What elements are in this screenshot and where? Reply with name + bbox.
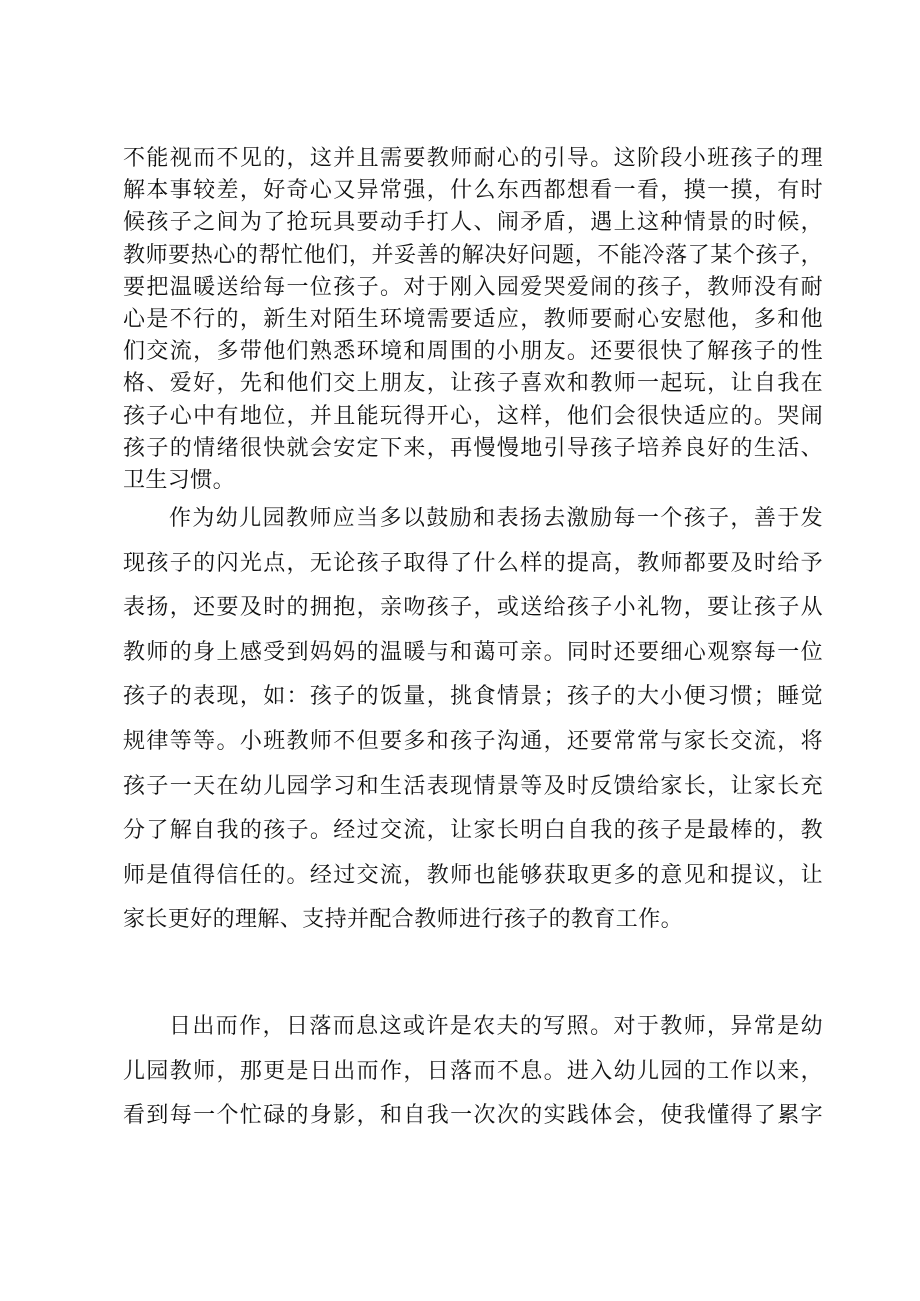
text-line: 分了解自我的孩子。经过交流，让家长明白自我的孩子是最棒的，教 — [123, 818, 823, 844]
text-line: 规律等等。小班教师不但要多和孩子沟通，还要常常与家长交流，将 — [123, 728, 823, 754]
text-line: 家长更好的理解、支持并配合教师进行孩子的教育工作。 — [123, 907, 684, 933]
text-line: 格、爱好，先和他们交上朋友，让孩子喜欢和教师一起玩，让自我在 — [123, 371, 823, 397]
text-line: 现孩子的闪光点，无论孩子取得了什么样的提高，教师都要及时给予 — [123, 550, 823, 576]
text-line: 孩子的表现，如：孩子的饭量，挑食情景；孩子的大小便习惯；睡觉 — [123, 684, 823, 710]
text-line: 孩子的情绪很快就会安定下来，再慢慢地引导孩子培养良好的生活、 — [123, 435, 823, 461]
text-line: 作为幼儿园教师应当多以鼓励和表扬去激励每一个孩子，善于发 — [169, 506, 823, 531]
text-line: 看到每一个忙碌的身影，和自我一次次的实践体会，使我懂得了累字 — [123, 1103, 823, 1129]
text-line: 日出而作，日落而息这或许是农夫的写照。对于教师，异常是幼 — [169, 1014, 823, 1039]
text-line: 候孩子之间为了抢玩具要动手打人、闹矛盾，遇上这种情景的时候， — [123, 210, 823, 236]
text-line: 儿园教师，那更是日出而作，日落而不息。进入幼儿园的工作以来， — [123, 1058, 823, 1084]
text-line: 卫生习惯。 — [123, 467, 236, 493]
text-line: 教师要热心的帮忙他们，并妥善的解决好问题，不能冷落了某个孩子， — [123, 242, 823, 268]
text-line: 孩子心中有地位，并且能玩得开心，这样，他们会很快适应的。哭闹 — [123, 403, 823, 429]
text-line: 要把温暖送给每一位孩子。对于刚入园爱哭爱闹的孩子，教师没有耐 — [123, 274, 823, 300]
text-line: 教师的身上感受到妈妈的温暖与和蔼可亲。同时还要细心观察每一位 — [123, 639, 823, 665]
text-line: 师是值得信任的。经过交流，教师也能够获取更多的意见和提议，让 — [123, 862, 823, 888]
text-line: 解本事较差，好奇心又异常强，什么东西都想看一看，摸一摸，有时 — [123, 178, 823, 204]
paragraph-3 — [123, 1005, 823, 1139]
text-line: 孩子一天在幼儿园学习和生活表现情景等及时反馈给家长，让家长充 — [123, 773, 823, 799]
text-line: 不能视而不见的，这并且需要教师耐心的引导。这阶段小班孩子的理 — [123, 146, 823, 171]
paragraph-2 — [123, 497, 823, 943]
paragraph-1 — [123, 143, 823, 497]
text-line: 们交流，多带他们熟悉环境和周围的小朋友。还要很快了解孩子的性 — [123, 339, 823, 365]
text-line: 表扬，还要及时的拥抱，亲吻孩子，或送给孩子小礼物，要让孩子从 — [123, 595, 823, 621]
text-line: 心是不行的，新生对陌生环境需要适应，教师要耐心安慰他，多和他 — [123, 306, 823, 332]
